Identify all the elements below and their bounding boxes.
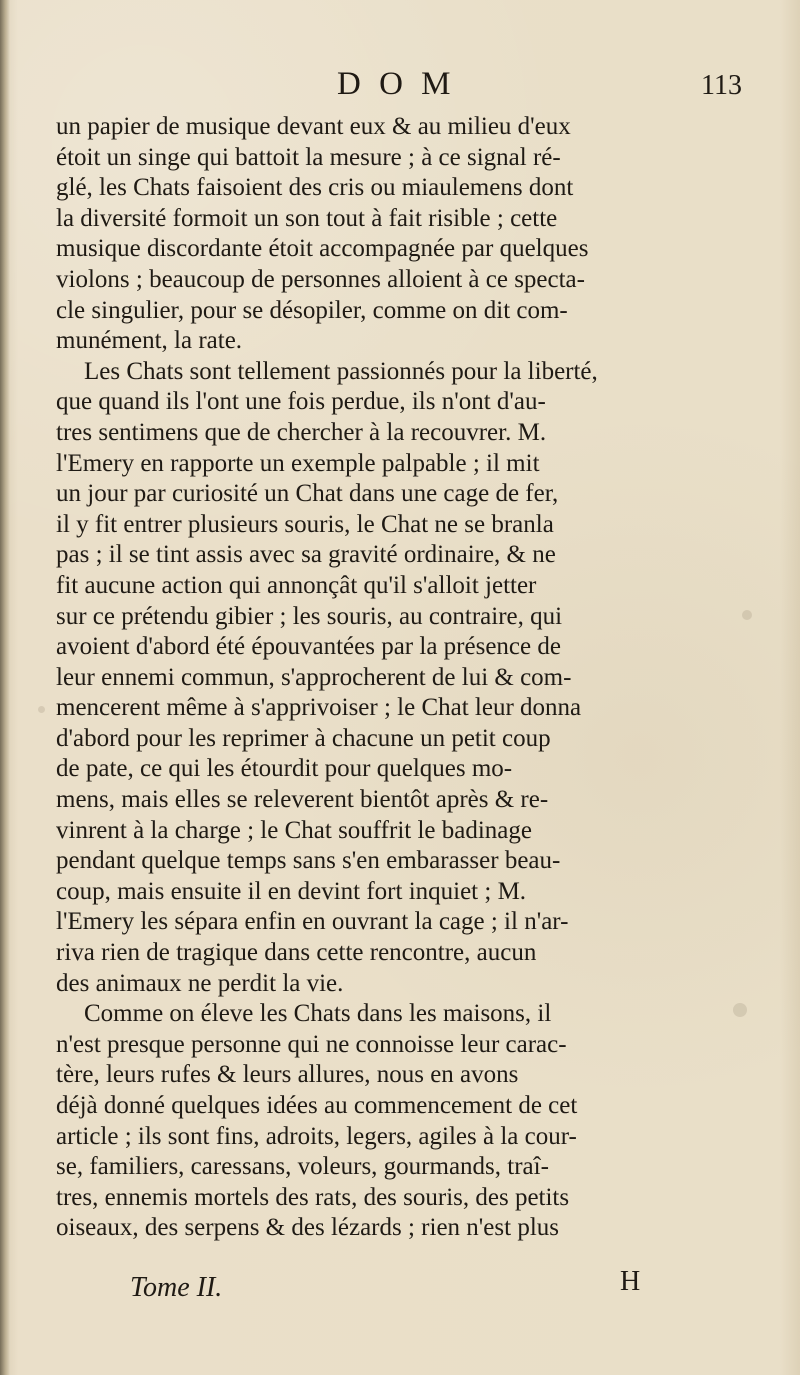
text-line: d'abord pour les reprimer à chacune un petit coup [56, 724, 551, 752]
text-line: des animaux ne perdit la vie. [56, 969, 344, 997]
page-number: 113 [701, 70, 742, 101]
text-line: déjà donné quelques idées au commencement de cet [56, 1092, 578, 1119]
text-line: glé, les Chats faisoient des cris ou miaulemens dont [56, 174, 574, 202]
text-line: avoient d'abord été épouvantées par la présence de [56, 633, 561, 661]
body-text [56, 112, 762, 1244]
paper-speck [742, 610, 752, 620]
text-line: sur ce prétendu gibier ; les souris, au contraire, qui [56, 602, 563, 630]
signature-mark: H [620, 1266, 641, 1297]
text-line: riva rien de tragique dans cette rencontre, aucun [56, 939, 537, 967]
text-line: un jour par curiosité un Chat dans une cage de fer, [56, 480, 559, 508]
text-line: leur ennemi commun, s'approcherent de lui & com- [56, 663, 572, 691]
text-line: tère, leurs rufes & leurs allures, nous en avons [56, 1061, 519, 1089]
text-line: étoit un singe qui battoit la mesure ; à ce signal ré- [56, 143, 561, 171]
text-line: se, familiers, caressans, voleurs, gourmands, traî- [56, 1153, 549, 1181]
text-line: vinrent à la charge ; le Chat souffrit le badinage [56, 816, 532, 844]
text-line: oiseaux, des serpens & des lézards ; rien n'est plus [56, 1214, 559, 1242]
page-gutter-shadow [0, 0, 10, 1375]
volume-label: Tome II. [130, 1272, 223, 1303]
text-line: l'Emery les sépara enfin en ouvrant la cage ; il n'ar- [56, 908, 569, 936]
paragraph-start-line: Comme on éleve les Chats dans les maisons, il [84, 1000, 552, 1028]
text-line: fit aucune action qui annonçât qu'il s'alloit jetter [56, 571, 537, 599]
text-line: que quand ils l'ont une fois perdue, ils n'ont d'au- [56, 388, 546, 416]
text-line: tres sentimens que de chercher à la recouvrer. M. [56, 418, 547, 446]
text-line: tres, ennemis mortels des rats, des souris, des petits [56, 1183, 570, 1211]
text-line: il y fit entrer plusieurs souris, le Chat ne se branla [56, 510, 554, 538]
page-header [0, 66, 800, 116]
text-line: munément, la rate. [56, 327, 243, 355]
text-line: pendant quelque temps sans s'en embarasser beau- [56, 847, 561, 875]
text-line: musique discordante étoit accompagnée par quelques [56, 235, 589, 263]
page-footer [0, 1266, 800, 1312]
text-line: pas ; il se tint assis avec sa gravité ordinaire, & ne [56, 541, 556, 569]
paragraph-start-line: Les Chats sont tellement passionnés pour la liberté, [84, 357, 598, 385]
text-line: l'Emery en rapporte un exemple palpable ; il mit [56, 449, 540, 477]
paper-speck [38, 706, 45, 713]
text-line: la diversité formoit un son tout à fait risible ; cette [56, 204, 558, 232]
text-line: de pate, ce qui les étourdit pour quelques mo- [56, 755, 513, 783]
text-line: mens, mais elles se releverent bientôt après & re- [56, 786, 549, 814]
text-line: n'est presque personne qui ne connoisse leur carac- [56, 1030, 567, 1058]
paper-speck [733, 1003, 747, 1017]
text-line: coup, mais ensuite il en devint fort inquiet ; M. [56, 877, 527, 905]
running-title: D O M [337, 66, 456, 102]
text-line: cle singulier, pour se désopiler, comme on dit com- [56, 296, 568, 324]
text-line: article ; ils sont fins, adroits, legers, agiles à la cour- [56, 1122, 577, 1150]
text-line: mencerent même à s'apprivoiser ; le Chat leur donna [56, 694, 582, 722]
text-line: violons ; beaucoup de personnes alloient à ce specta- [56, 265, 585, 293]
text-line: un papier de musique devant eux & au milieu d'eux [56, 113, 571, 140]
